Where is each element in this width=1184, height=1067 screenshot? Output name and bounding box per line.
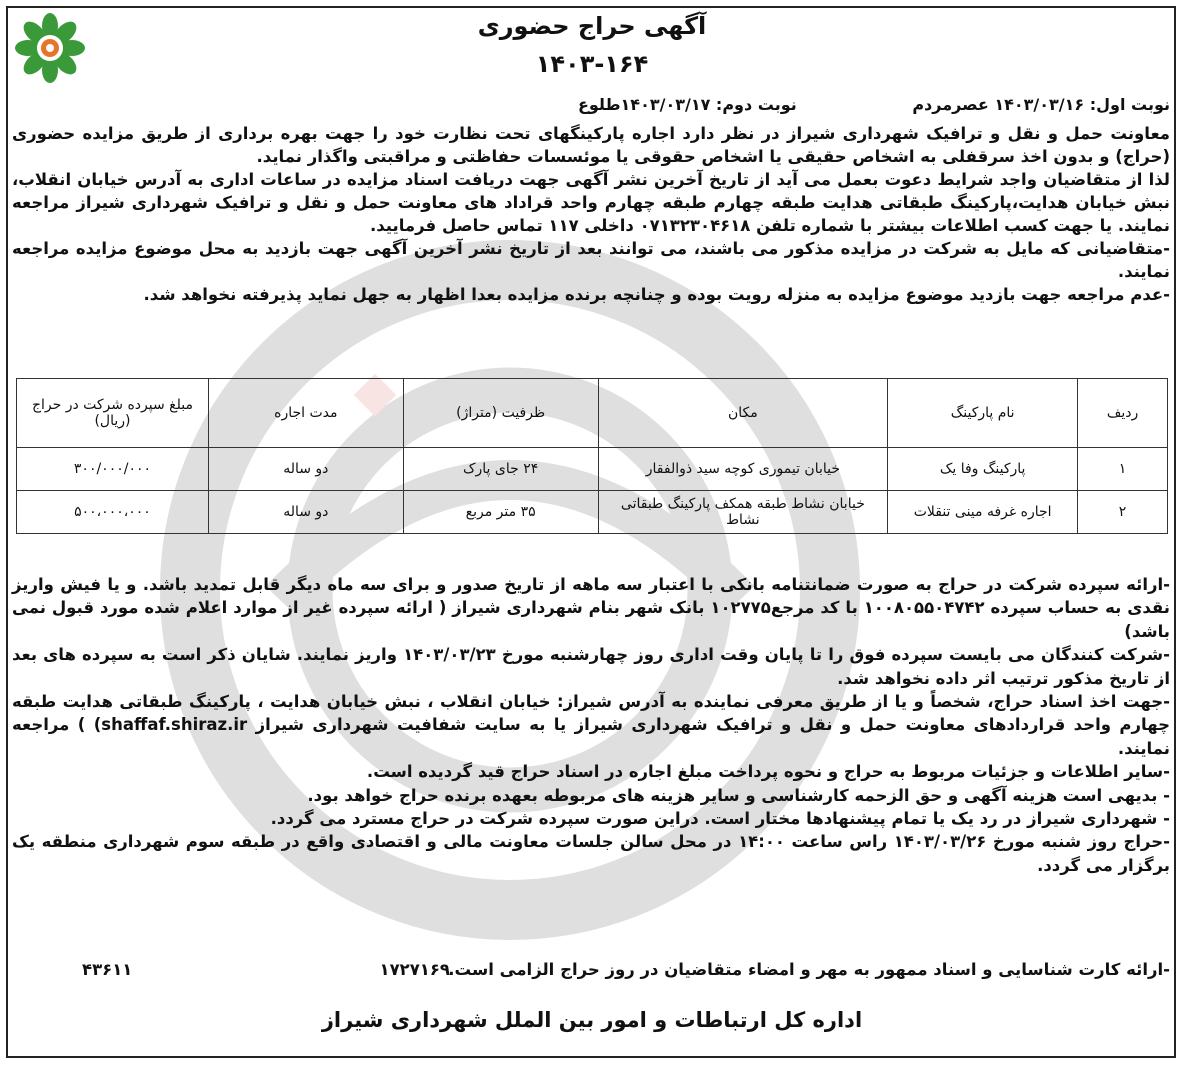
condition-paragraph: - شهرداری شیراز در رد یک یا تمام پیشنهادها مختار است. دراین صورت سپرده شرکت در حراج مسترد می گردد. [270,809,1170,829]
condition-paragraph: - بدیهی است هزینه آگهی و حق الزحمه کارشناسی و سایر هزینه های مربوطه بعهده برنده حراج خواهد بود. [307,785,1170,805]
intro-paragraph: -متقاضیانی که مایل به شرکت در مزایده مذکور می باشند، می توانند بعد از تاریخ نشر آخرین آگهی جهت بازدید به محل موضوع مزایده مراجعه نمایند. [12,239,1170,281]
cell-location: خیابان نشاط طبقه همکف پارکینگ طبقاتی نشاط [598,491,888,534]
conditions-text [12,573,1170,877]
header-parking-name: نام پارکینگ [888,379,1078,448]
condition-paragraph: -جهت اخذ اسناد حراج، شخصاً و یا از طریق معرفی نماینده به آدرس شیراز: خیابان انقلاب ، نبش خیابان هدایت ، پارکینگ طبقاتی هدایت طبقه چهارم واحد قراردادهای معاونت حمل و نقل و ترافیک شهرداری شیراز یا به سایت شفافیت شهرداری شیراز shaffaf.shiraz.ir) ) مراجعه نمایند. [12,692,1171,758]
publication-dates [578,95,1170,114]
cell-location: خیابان تیموری کوچه سید ذوالفقار [598,448,888,491]
header-row-number: ردیف [1078,379,1168,448]
cell-capacity: ۳۵ متر مربع [403,491,598,534]
cell-parking-name: پارکینگ وفا یک [888,448,1078,491]
intro-paragraph: -عدم مراجعه جهت بازدید موضوع مزایده به منزله رویت بوده و چنانچه برنده مزایده بعدا اظهار به جهل نماید پذیرفته نخواهد شد. [143,285,1170,304]
table-row [17,491,1168,534]
cell-capacity: ۲۴ جای پارک [403,448,598,491]
auction-items-table [16,378,1168,534]
notice-title: آگهی حراج حضوری [477,12,707,40]
notice-number: ۱۴۰۳-۱۶۴ [535,50,649,78]
intro-paragraph: لذا از متقاضیان واجد شرایط دعوت بعمل می آید از تاریخ آخرین نشر آگهی جهت دریافت اسناد مزایده در ساعات اداری به آدرس خیابان انقلاب، نبش خیابان هدایت،پارکینگ طبقاتی هدایت طبقه چهارم طبقه چهارم واحد قراداد های معاونت حمل و نقل و ترافیک شهرداری شیراز مراجعه نمایند. یا جهت کسب اطلاعات بیشتر با شماره تلفن ۰۷۱۳۲۳۰۴۶۱۸ داخلی ۱۱۷ تماس حاصل فرمایید. [12,170,1170,235]
cell-lease-duration: دو ساله [208,448,403,491]
cell-deposit-amount: ۳۰۰/۰۰۰/۰۰۰ [17,448,209,491]
condition-paragraph: -شرکت کنندگان می بایست سپرده فوق را تا پایان وقت اداری روز چهارشنبه مورخ ۱۴۰۳/۰۳/۲۳ واریز نمایند. شایان ذکر است به سپرده های بعد از تاریخ مذکور ترتیب اثر داده نخواهد شد. [12,645,1170,688]
final-condition-line [12,960,1170,979]
second-publication: نوبت دوم: ۱۴۰۳/۰۳/۱۷طلوع [577,95,797,114]
header-lease-duration: مدت اجاره [208,379,403,448]
final-condition: -ارائه کارت شناسایی و اسناد ممهور به مهر و امضاء متقاضیان در روز حراج الزامی است. [448,960,1170,979]
tracking-code-1: ۱۷۲۷۱۶۹ [379,960,450,979]
condition-paragraph: -سایر اطلاعات و جزئیات مربوط به حراج و نحوه پرداخت مبلغ اجاره در اسناد حراج قید گردیده است. [366,762,1170,782]
condition-paragraph: -حراج روز شنبه مورخ ۱۴۰۳/۰۳/۲۶ راس ساعت ۱۴:۰۰ در محل سالن جلسات معاونت مالی و اقتصادی واقع در طبقه سوم شهرداری منطقه یک برگزار می گردد. [12,832,1171,875]
cell-parking-name: اجاره غرفه مینی تنقلات [888,491,1078,534]
table-row [17,448,1168,491]
issuer-signature: اداره کل ارتباطات و امور بین الملل شهرداری شیراز [321,1008,863,1032]
header-capacity: ظرفیت (متراژ) [403,379,598,448]
table-header-row [17,379,1168,448]
intro-paragraph: معاونت حمل و نقل و ترافیک شهرداری شیراز در نظر دارد اجاره پارکینگهای تحت نظارت خود را جهت بهره برداری از طریق مزایده حضوری (حراج) و بدون اخذ سرقفلی به اشخاص حقیقی یا اشخاص حقوقی یا موئسسات حفاظتی و مراقبتی واگذار نماید. [12,124,1170,166]
tracking-code-2: ۴۳۶۱۱ [82,960,133,979]
cell-row-number: ۱ [1078,448,1168,491]
cell-lease-duration: دو ساله [208,491,403,534]
condition-paragraph: -ارائه سپرده شرکت در حراج به صورت ضمانتنامه بانکی با اعتبار سه ماهه از تاریخ صدور و برای سه ماه دیگر قابل تمدید باشد. و یا فیش واریز نقدی به حساب سپرده ۱۰۰۸۰۵۵۰۴۷۴۲ با کد مرجع۱۰۲۷۷۵ بانک شهر بنام شهرداری شیراز ( ارائه سپرده غیر از موارد اعلام شده مورد قبول نمی باشد) [12,575,1170,641]
header-location: مکان [598,379,888,448]
first-publication: نوبت اول: ۱۴۰۳/۰۳/۱۶ عصرمردم [912,95,1170,114]
cell-deposit-amount: ۵۰۰،۰۰۰،۰۰۰ [17,491,209,534]
cell-row-number: ۲ [1078,491,1168,534]
header-deposit-amount: مبلغ سپرده شرکت در حراج (ریال) [17,379,209,448]
intro-text [12,122,1170,306]
